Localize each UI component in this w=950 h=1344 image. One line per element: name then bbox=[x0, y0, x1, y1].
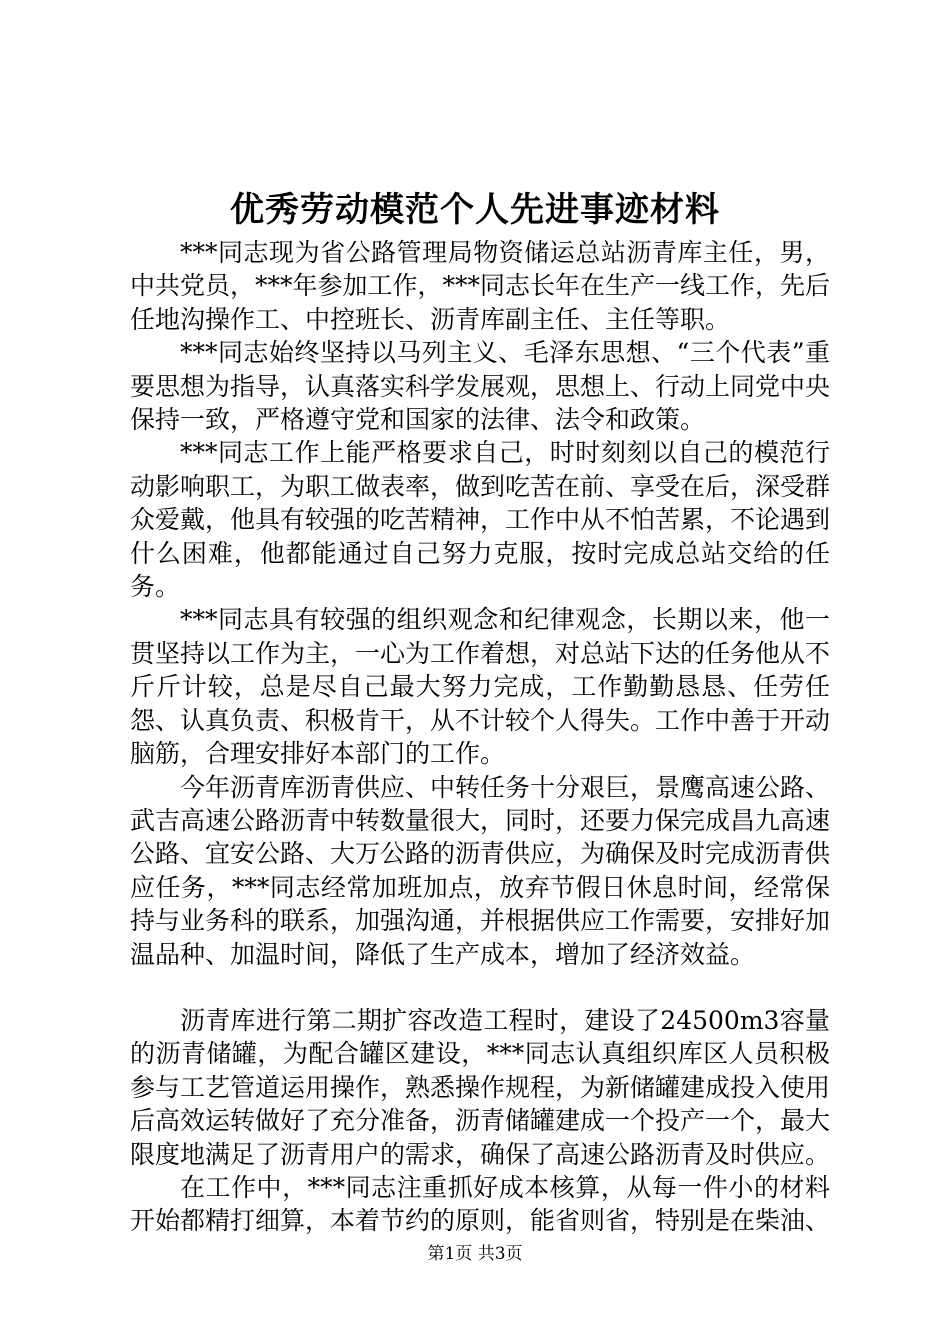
paragraph-6: 沥青库进行第二期扩容改造工程时，建设了24500m3容量的沥青储罐，为配合罐区建设，***同志认真组织库区人员积极参与工艺管道运用操作，熟悉操作规程，为新储罐建成投入使用后高效运转做好了充分准备，沥青储罐建成一个投产一个，最大限度地满足了沥青用户的需求，确保了高速公路沥青及时供应。 bbox=[130, 1005, 831, 1169]
paragraph-7: 在工作中，***同志注重抓好成本核算，从每一件小的材料开始都精打细算，本着节约的原则，能省则省，特别是在柴油、 bbox=[130, 1172, 831, 1236]
paragraph-3: ***同志工作上能严格要求自己，时时刻刻以自己的模范行动影响职工，为职工做表率，做到吃苦在前、享受在后，深受群众爱戴，他具有较强的吃苦精神，工作中从不怕苦累，不论遇到什么困难，他都能通过自己努力克服，按时完成总站交给的任务。 bbox=[130, 438, 831, 602]
paragraph-4: ***同志具有较强的组织观念和纪律观念，长期以来，他一贯坚持以工作为主，一心为工作着想，对总站下达的任务他从不斤斤计较，总是尽自己最大努力完成，工作勤勤恳恳、任劳任怨、认真负责、积极肯干，从不计较个人得失。工作中善于开动脑筋，合理安排好本部门的工作。 bbox=[130, 605, 831, 769]
document-body bbox=[130, 236, 830, 1238]
paragraph-1: ***同志现为省公路管理局物资储运总站沥青库主任，男，中共党员，***年参加工作，***同志长年在生产一线工作，先后任地沟操作工、中控班长、沥青库副主任、主任等职。 bbox=[130, 238, 831, 334]
paragraph-2: ***同志始终坚持以马列主义、毛泽东思想、“三个代表”重要思想为指导，认真落实科学发展观，思想上、行动上同党中央保持一致，严格遵守党和国家的法律、法令和政策。 bbox=[130, 338, 831, 435]
paragraph-5: 今年沥青库沥青供应、中转任务十分艰巨，景鹰高速公路、武吉高速公路沥青中转数量很大，同时，还要力保完成昌九高速公路、宜安公路、大万公路的沥青供应，为确保及时完成沥青供应任务，***同志经常加班加点，放弃节假日休息时间，经常保持与业务科的联系，加强沟通，并根据供应工作需要，安排好加温品种、加温时间，降低了生产成本，增加了经济效益。 bbox=[130, 772, 831, 969]
document-title: 优秀劳动模范个人先进事迹材料 bbox=[230, 190, 720, 230]
paragraph-spacer bbox=[130, 971, 830, 1004]
page-number-footer: 第1页 共3页 bbox=[427, 1244, 523, 1264]
